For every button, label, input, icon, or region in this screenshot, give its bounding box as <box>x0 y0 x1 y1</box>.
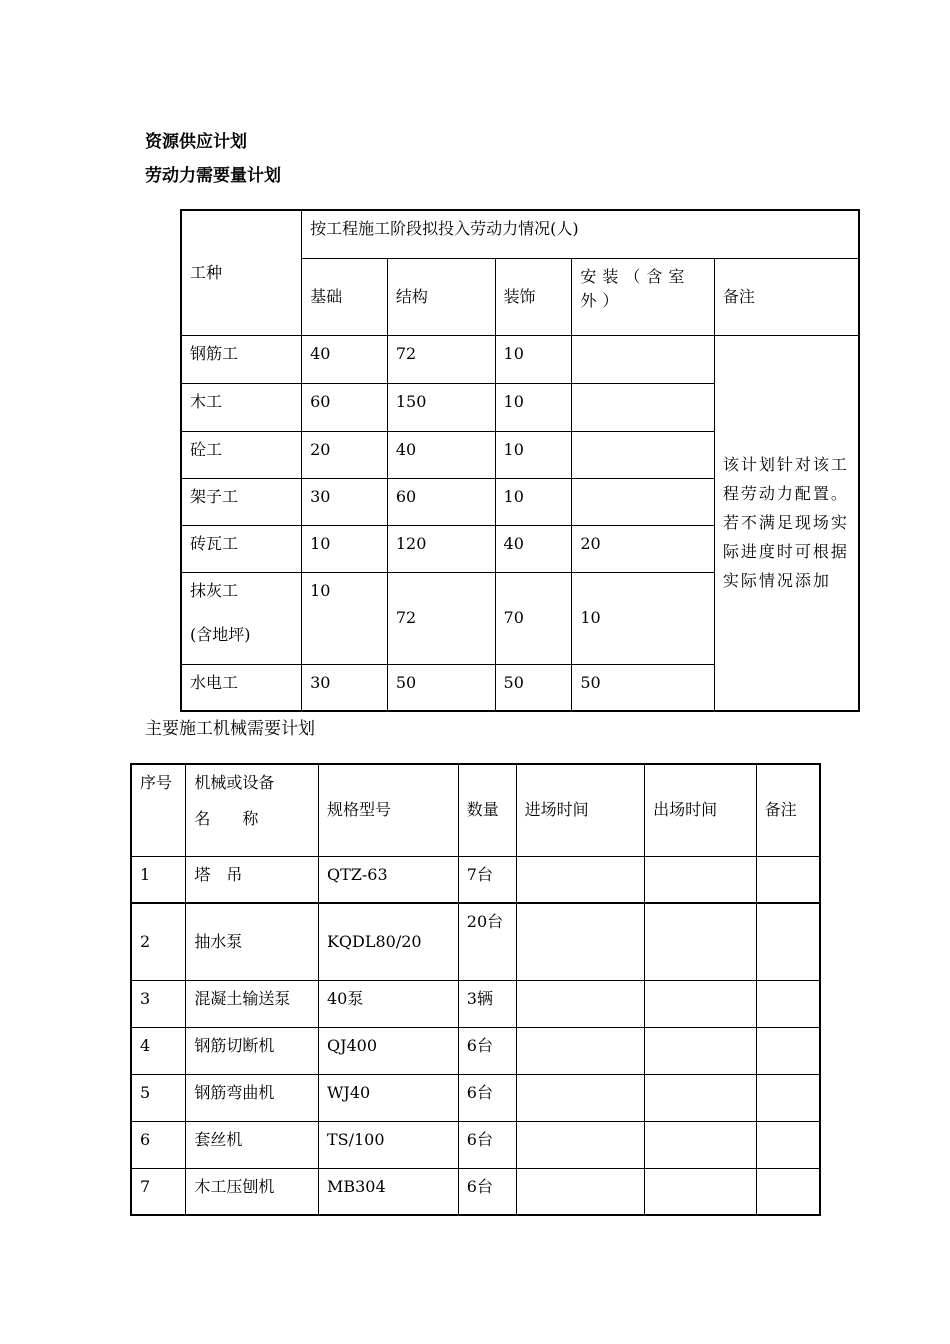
spec: 40泵 <box>318 980 458 1027</box>
trade-header: 工种 <box>181 210 302 335</box>
spec: QTZ-63 <box>318 856 458 903</box>
labor-header-row <box>181 210 859 258</box>
name-header-line1: 机械或设备 <box>194 773 275 792</box>
seq: 3 <box>131 980 186 1027</box>
machine-name: 抽水泵 <box>186 903 319 980</box>
decoration-count: 10 <box>495 383 572 431</box>
trade-name: 架子工 <box>181 478 302 525</box>
structure-count: 120 <box>387 525 495 572</box>
in-time-header: 进场时间 <box>516 764 644 856</box>
structure-count: 72 <box>387 572 495 664</box>
machine-name: 木工压刨机 <box>186 1168 319 1215</box>
col-decoration: 装饰 <box>495 258 572 335</box>
foundation-count: 60 <box>302 383 388 431</box>
install-count <box>572 478 715 525</box>
install-count: 20 <box>572 525 715 572</box>
spec: QJ400 <box>318 1027 458 1074</box>
spec: WJ40 <box>318 1074 458 1121</box>
remark <box>756 1074 820 1121</box>
structure-count: 60 <box>387 478 495 525</box>
trade-name: 木工 <box>181 383 302 431</box>
spec: KQDL80/20 <box>318 903 458 980</box>
spec: MB304 <box>318 1168 458 1215</box>
table-row <box>131 1121 820 1168</box>
structure-count: 72 <box>387 335 495 383</box>
labor-note: 该计划针对该工程劳动力配置。若不满足现场实际进度时可根据实际情况添加 <box>714 335 859 711</box>
machine-name: 塔 吊 <box>186 856 319 903</box>
machine-name: 混凝土输送泵 <box>186 980 319 1027</box>
remark <box>756 1027 820 1074</box>
machine-name: 套丝机 <box>186 1121 319 1168</box>
machine-plan-table <box>130 763 821 1216</box>
spec: TS/100 <box>318 1121 458 1168</box>
machine-name: 钢筋弯曲机 <box>186 1074 319 1121</box>
seq: 5 <box>131 1074 186 1121</box>
in-time <box>516 1027 644 1074</box>
trade-note: (含地坪) <box>190 624 251 644</box>
decoration-count: 50 <box>495 664 572 711</box>
structure-count: 150 <box>387 383 495 431</box>
table-row <box>131 980 820 1027</box>
in-time <box>516 1121 644 1168</box>
table-row <box>131 903 820 980</box>
out-time <box>645 1121 757 1168</box>
install-count <box>572 431 715 478</box>
out-time <box>645 903 757 980</box>
qty: 6台 <box>458 1074 516 1121</box>
qty: 6台 <box>458 1027 516 1074</box>
remark <box>756 1168 820 1215</box>
remark <box>756 1121 820 1168</box>
in-time <box>516 1168 644 1215</box>
trade-name <box>181 572 302 664</box>
col-structure: 结构 <box>387 258 495 335</box>
foundation-count: 10 <box>302 525 388 572</box>
decoration-count: 70 <box>495 572 572 664</box>
remark <box>756 980 820 1027</box>
seq: 4 <box>131 1027 186 1074</box>
spec-header: 规格型号 <box>318 764 458 856</box>
remark-header: 备注 <box>756 764 820 856</box>
decoration-count: 10 <box>495 478 572 525</box>
table-row <box>131 1027 820 1074</box>
seq-header: 序号 <box>131 764 186 856</box>
decoration-count: 10 <box>495 335 572 383</box>
trade-name: 钢筋工 <box>181 335 302 383</box>
labor-plan-table <box>180 209 860 712</box>
out-time-header: 出场时间 <box>645 764 757 856</box>
foundation-count: 20 <box>302 431 388 478</box>
qty: 6台 <box>458 1168 516 1215</box>
in-time <box>516 856 644 903</box>
in-time <box>516 1074 644 1121</box>
machine-header-row <box>131 764 820 856</box>
seq: 2 <box>131 903 186 980</box>
in-time <box>516 980 644 1027</box>
install-count <box>572 335 715 383</box>
foundation-count: 30 <box>302 478 388 525</box>
machine-plan-title: 主要施工机械需要计划 <box>145 719 315 739</box>
col-remark: 备注 <box>714 258 859 335</box>
trade-name: 砖瓦工 <box>181 525 302 572</box>
seq: 7 <box>131 1168 186 1215</box>
seq: 1 <box>131 856 186 903</box>
install-count: 10 <box>572 572 715 664</box>
labor-plan-title: 劳动力需要量计划 <box>145 166 281 186</box>
section-title: 资源供应计划 <box>145 132 247 152</box>
qty: 3辆 <box>458 980 516 1027</box>
foundation-count: 30 <box>302 664 388 711</box>
trade-name: 水电工 <box>181 664 302 711</box>
foundation-count: 10 <box>302 572 388 664</box>
qty: 7台 <box>458 856 516 903</box>
trade-name: 砼工 <box>181 431 302 478</box>
out-time <box>645 1168 757 1215</box>
qty: 6台 <box>458 1121 516 1168</box>
table-row <box>131 856 820 903</box>
name-header <box>186 764 319 856</box>
install-count: 50 <box>572 664 715 711</box>
out-time <box>645 856 757 903</box>
out-time <box>645 980 757 1027</box>
table-row <box>181 335 859 383</box>
remark <box>756 903 820 980</box>
table-row <box>131 1074 820 1121</box>
out-time <box>645 1027 757 1074</box>
col-install: 安装（含室外） <box>572 258 715 335</box>
qty: 20台 <box>458 903 516 980</box>
out-time <box>645 1074 757 1121</box>
decoration-count: 10 <box>495 431 572 478</box>
seq: 6 <box>131 1121 186 1168</box>
install-count <box>572 383 715 431</box>
col-foundation: 基础 <box>302 258 388 335</box>
foundation-count: 40 <box>302 335 388 383</box>
in-time <box>516 903 644 980</box>
name-header-line2: 名 称 <box>194 809 259 828</box>
structure-count: 40 <box>387 431 495 478</box>
decoration-count: 40 <box>495 525 572 572</box>
machine-name: 钢筋切断机 <box>186 1027 319 1074</box>
qty-header: 数量 <box>458 764 516 856</box>
table-row <box>131 1168 820 1215</box>
labor-group-header: 按工程施工阶段拟投入劳动力情况(人) <box>302 210 859 258</box>
remark <box>756 856 820 903</box>
structure-count: 50 <box>387 664 495 711</box>
trade-label: 抹灰工 <box>190 580 239 600</box>
